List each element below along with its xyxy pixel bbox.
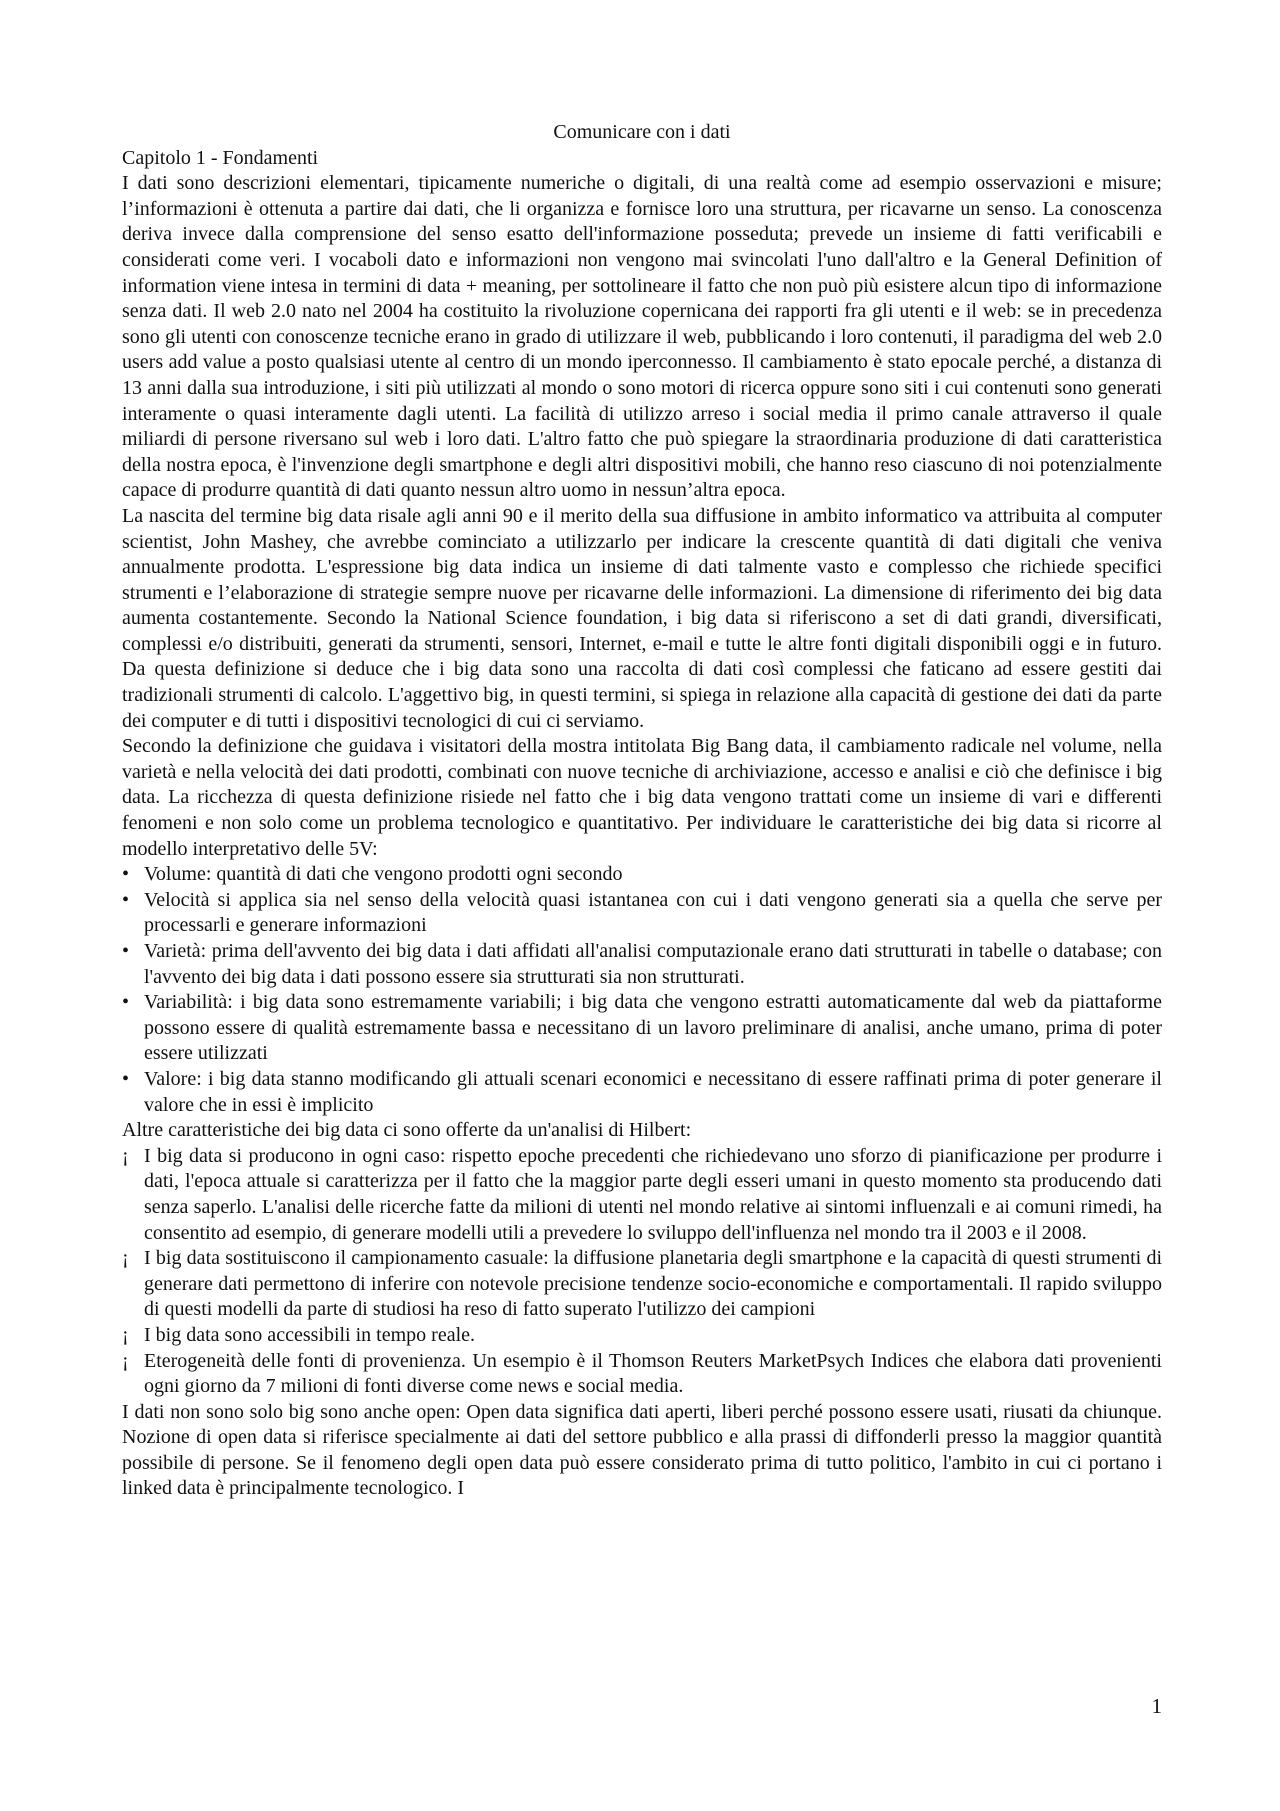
list-item-text: Variabilità: i big data sono estremamente variabili; i big data che vengono estratti automaticamente dal web da piattaforme possono essere di qualità estremamente bassa e necessitano di un lavoro preliminare di analisi, anche umano, prima di poter essere utilizzati	[144, 991, 1162, 1065]
list-item-value	[122, 1067, 1162, 1118]
document-title: Comunicare con i dati	[553, 121, 731, 143]
list-item-variability	[122, 990, 1162, 1067]
list-item-text: Varietà: prima dell'avvento dei big data i dati affidati all'analisi computazionale erano dati strutturati in tabelle o database; con l'avvento dei big data i dati possono essere sia strutturati sia non strutturati.	[144, 940, 1162, 988]
paragraph-data-information: I dati sono descrizioni elementari, tipicamente numeriche o digitali, di una realtà come ad esempio osservazioni e misure; l’informazioni è ottenuta a partire dai dati, che li organizza e fornisce loro una struttura, per ricavarne un senso. La conoscenza deriva invece dalla comprensione del senso esatto dell'informazione posseduta; prevede un insieme di fatti verificabili e considerati come veri. I vocaboli dato e informazioni non vengono mai svincolati l'uno dall'altro e la General Definition of information viene intesa in termini di data + meaning, per sottolineare il fatto che non può più esistere alcun tipo di informazione senza dati. Il web 2.0 nato nel 2004 ha costituito la rivoluzione copernicana dei rapporti fra gli utenti e il web: se in precedenza sono gli utenti con conoscenze tecniche erano in grado di utilizzare il web, pubblicando i loro contenuti, il paradigma del web 2.0 users add value a posto qualsiasi utente al centro di un mondo iperconnesso. Il cambiamento è stato epocale perché, a distanza di 13 anni dalla sua introduzione, i siti più utilizzati al mondo o sono motori di ricerca oppure sono siti i cui contenuti sono generati interamente o quasi interamente dagli utenti. La facilità di utilizzo arreso i social media il primo canale attraverso il quale miliardi di persone riversano sul web i loro dati. L'altro fatto che può spiegare la straordinaria produzione di dati caratteristica della nostra epoca, è l'invenzione degli smartphone e degli altri dispositivi mobili, che hanno reso ciascuno di noi potenzialmente capace di produrre quantità di dati quanto nessun altro uomo in nessun’altra epoca.	[122, 172, 1162, 502]
paragraph-hilbert-intro: Altre caratteristiche dei big data ci sono offerte da un'analisi di Hilbert:	[122, 1119, 692, 1142]
paragraph-open-data: I dati non sono solo big sono anche open: Open data significa dati aperti, liberi perché possono essere usati, riusati da chiunque. Nozione di open data si riferisce specialmente ai dati del settore pubblico e alla prassi di diffonderli presso la maggior quantità possibile di persone. Se il fenomeno degli open data può essere considerato prima di tutto politico, l'ambito in cui ci portano i linked data è principalmente tecnologico. I	[122, 1400, 1162, 1500]
hilbert-list	[122, 1144, 1162, 1400]
list-marker: ¡	[122, 1144, 129, 1167]
bullet-marker: •	[122, 888, 130, 911]
paragraph-big-bang-data: Secondo la definizione che guidava i visitatori della mostra intitolata Big Bang data, il cambiamento radicale nel volume, nella varietà e nella velocità dei dati prodotti, combinati con nuove tecniche di archiviazione, accesso e analisi e ciò che definisce i big data. La ricchezza di questa definizione risiede nel fatto che i big data vengono trattati come un insieme di vari e differenti fenomeni e non solo come un problema tecnologico e quantitativo. Per individuare le caratteristiche dei big data si ricorre al modello interpretativo delle 5V:	[122, 735, 1162, 860]
list-item-heterogeneity	[122, 1349, 1162, 1400]
list-marker: ¡	[122, 1247, 129, 1270]
page-number: 1	[1151, 1694, 1162, 1718]
list-item-real-time	[122, 1323, 1162, 1349]
bullet-marker: •	[122, 1067, 130, 1090]
list-item-text: I big data sono accessibili in tempo reale.	[144, 1323, 476, 1346]
list-item-text: Volume: quantità di dati che vengono prodotti ogni secondo	[144, 863, 623, 886]
list-item-text: I big data sostituiscono il campionamento casuale: la diffusione planetaria degli smartphone e la capacità di questi strumenti di generare dati permettono di inferire con notevole precisione tendenze socio-economiche e comportamentali. Il rapido sviluppo di questi modelli da parte di studiosi ha reso di fatto superato l'utilizzo dei campioni	[144, 1247, 1162, 1321]
list-item-variety	[122, 939, 1162, 990]
list-item-text: I big data si producono in ogni caso: rispetto epoche precedenti che richiedevano uno sforzo di pianificazione per produrre i dati, l'epoca attuale si caratterizza per il fatto che la maggior parte degli esseri umani in questo momento sta producendo dati senza saperlo. L'analisi delle ricerche fatte da milioni di utenti nel mondo relative ai sintomi influenzali e ai comuni rimedi, ha consentito ad esempio, di generare modelli utili a prevedere lo sviluppo dell'influenza nel mondo tra il 2003 e il 2008.	[144, 1144, 1162, 1244]
paragraph-big-data-origin: La nascita del termine big data risale agli anni 90 e il merito della sua diffusione in ambito informatico va attribuita al computer scientist, John Mashey, che avrebbe cominciato a utilizzarlo per indicare la crescente quantità di dati digitali che veniva annualmente prodotta. L'espressione big data indica un insieme di dati talmente vasto e complesso che richiede specifici strumenti e l’elaborazione di strategie sempre nuove per ricavarne delle informazioni. La dimensione di riferimento dei big data aumenta costantemente. Secondo la National Science foundation, i big data si riferiscono a set di dati grandi, diversificati, complessi e/o distribuiti, generati da strumenti, sensori, Internet, e-mail e tutte le altre fonti digitali disponibili oggi e in futuro. Da questa definizione si deduce che i big data sono una raccolta di dati così complessi che faticano ad essere gestiti dai tradizionali strumenti di calcolo. L'aggettivo big, in questi termini, si spiega in relazione alla capacità di gestione dei dati da parte dei computer e di tutti i dispositivi tecnologici di cui ci serviamo.	[122, 504, 1162, 732]
chapter-heading: Capitolo 1 - Fondamenti	[122, 146, 319, 169]
document-body	[122, 120, 1162, 1502]
five-v-list	[122, 862, 1162, 1118]
list-marker: ¡	[122, 1349, 129, 1372]
list-item-velocity	[122, 888, 1162, 939]
list-item-text: Valore: i big data stanno modificando gli attuali scenari economici e necessitano di essere raffinati prima di poter generare il valore che in essi è implicito	[144, 1067, 1162, 1116]
list-item-produced-anyway	[122, 1144, 1162, 1246]
list-item-text: Velocità si applica sia nel senso della velocità quasi istantanea con cui i dati vengono generati sia a quella che serve per processarli e generare informazioni	[144, 888, 1162, 937]
list-marker: ¡	[122, 1323, 129, 1346]
list-item-text: Eterogeneità delle fonti di provenienza. Un esempio è il Thomson Reuters MarketPsych Indices che elabora dati provenienti ogni giorno da 7 milioni di fonti diverse come news e social media.	[144, 1349, 1162, 1398]
list-item-volume	[122, 862, 1162, 888]
bullet-marker: •	[122, 991, 130, 1014]
bullet-marker: •	[122, 863, 130, 886]
bullet-marker: •	[122, 940, 130, 962]
list-item-replace-sampling	[122, 1246, 1162, 1323]
